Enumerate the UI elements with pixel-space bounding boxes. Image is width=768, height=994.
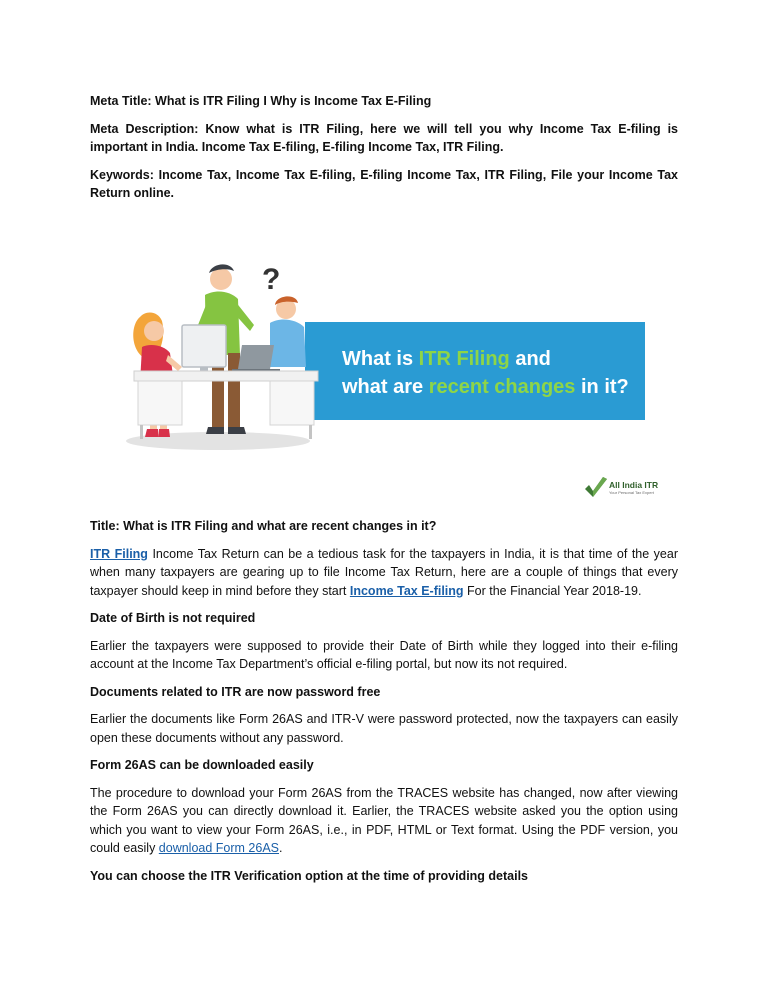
section-heading-date-of-birth: Date of Birth is not required	[90, 611, 256, 625]
meta-block	[90, 92, 678, 203]
banner-line-1: What is ITR Filing and	[342, 348, 551, 370]
section-body-date-of-birth: Earlier the taxpayers were supposed to provide their Date of Birth while they logged into their e-filing account at the Income Tax Department’s official e-filing portal, but now its not required.	[90, 638, 678, 671]
section-heading-password-free: Documents related to ITR are now password free	[90, 684, 381, 699]
article-banner	[120, 255, 650, 460]
section-body-form-26as: The procedure to download your Form 26AS from the TRACES website has changed, now after viewing the Form 26AS you can directly download it. Earlier, the TRACES website asked you the option using which you want to view your Form 26AS, i.e., in PDF, HTML or Text format. Using the PDF version, you could easily download Form 26AS.	[90, 785, 678, 855]
section-heading-form-26as: Form 26AS can be downloaded easily	[90, 758, 314, 772]
article-body	[90, 517, 678, 885]
section-body-password-free: Earlier the documents like Form 26AS and ITR-V were password protected, now the taxpayers can easily open these documents without any password.	[90, 712, 678, 745]
all-india-itr-logo	[583, 475, 673, 499]
logo-tagline: Your Personal Tax Expert	[609, 490, 654, 495]
income-tax-e-filing-link[interactable]: Income Tax E-filing	[349, 583, 464, 598]
question-mark: ?	[262, 263, 281, 296]
download-form-26as-link[interactable]: download Form 26AS	[158, 841, 279, 855]
banner-line-2: what are recent changes in it?	[342, 376, 629, 398]
seated-man-figure	[270, 296, 306, 367]
section-heading-itr-verification: You can choose the ITR Verification option at the time of providing details	[90, 868, 529, 883]
intro-paragraph: ITR Filing Income Tax Return can be a tedious task for the taxpayers in India, it is that time of the year when many taxpayers are gearing up to file Income Tax Return, here are a couple of things that every taxpayer should keep in mind before they start Income Tax E-filing For the Financial Year 2018-19.	[90, 546, 678, 598]
monitor	[182, 325, 226, 373]
meta-description: Meta Description: Know what is ITR Filing, here we will tell you why Income Tax E-filing is important in India. Income Tax E-filing, E-filing Income Tax, ITR Filing.	[90, 121, 678, 154]
meta-title: Meta Title: What is ITR Filing I Why is Income Tax E-Filing	[90, 94, 432, 108]
article-title: Title: What is ITR Filing and what are recent changes in it?	[90, 519, 437, 533]
banner-panel	[305, 322, 645, 420]
logo-name: All India ITR	[609, 480, 659, 490]
meta-keywords: Keywords: Income Tax, Income Tax E-filing, E-filing Income Tax, ITR Filing, File your Income Tax Return online.	[90, 167, 678, 200]
itr-filing-link[interactable]: ITR Filing	[90, 546, 148, 561]
